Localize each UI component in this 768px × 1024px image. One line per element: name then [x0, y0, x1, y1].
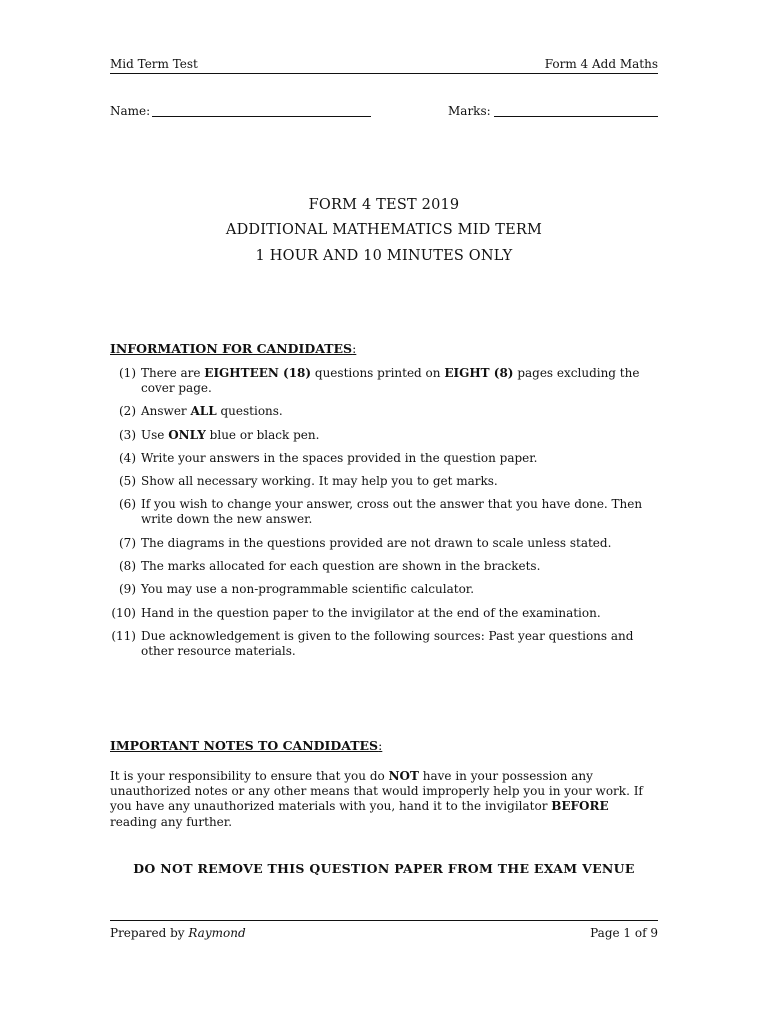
- info-list-item: [110, 497, 658, 527]
- info-list-item: [110, 582, 658, 597]
- notes-bold-1: NOT: [388, 769, 419, 783]
- notes-heading-text: IMPORTANT NOTES TO CANDIDATES: [110, 738, 379, 753]
- list-item-text: Write your answers in the spaces provided in the question paper.: [141, 450, 538, 465]
- list-item-text: Use: [141, 427, 169, 442]
- marks-label: Marks:: [448, 104, 491, 118]
- list-item-text: The marks allocated for each question are shown in the brackets.: [141, 559, 541, 574]
- header-left: Mid Term Test: [110, 57, 198, 71]
- list-item-text: If you wish to change your answer, cross out the answer that you have done. Then write down the new answer.: [141, 497, 643, 527]
- list-item-number: (8): [119, 559, 136, 574]
- notes-paragraph: [110, 769, 658, 830]
- list-item-text: You may use a non-programmable scientific calculator.: [141, 582, 475, 597]
- info-list-item: [110, 366, 658, 396]
- info-list-item: [110, 428, 658, 443]
- info-list-item: [110, 559, 658, 574]
- info-heading-colon: :: [352, 341, 357, 356]
- list-item-bold-text: EIGHTEEN (18): [204, 366, 312, 380]
- notes-heading-colon: :: [378, 738, 383, 753]
- list-item-bold-text: ONLY: [168, 427, 206, 442]
- list-item-bold-text: ALL: [190, 404, 217, 419]
- header-right: Form 4 Add Maths: [544, 57, 658, 71]
- list-item-text: The diagrams in the questions provided are not drawn to scale unless stated.: [141, 535, 612, 550]
- title-line-3: 1 HOUR AND 10 MINUTES ONLY: [255, 248, 513, 264]
- title-line-1: FORM 4 TEST 2019: [308, 197, 460, 213]
- list-item-text: Answer: [141, 404, 191, 419]
- notes-bold-2: BEFORE: [551, 799, 609, 814]
- info-list-item: [110, 451, 658, 466]
- list-item-number: (4): [119, 450, 136, 465]
- header-rule: [110, 73, 658, 74]
- list-item-number: (9): [119, 582, 136, 597]
- list-item-number: (6): [119, 497, 136, 512]
- info-list-item: [110, 606, 658, 621]
- list-item-number: (7): [119, 535, 136, 550]
- list-item-text: There are: [141, 366, 205, 380]
- list-item-text: blue or black pen.: [205, 427, 320, 442]
- marks-field-line[interactable]: [494, 116, 658, 117]
- footer-rule: [110, 920, 658, 921]
- list-item-text: Due acknowledgement is given to the following sources: Past year questions and other resource materials.: [141, 628, 634, 658]
- info-heading-text: INFORMATION FOR CANDIDATES: [110, 341, 353, 356]
- notes-text-3: reading any further.: [110, 814, 233, 829]
- list-item-number: (2): [119, 404, 136, 419]
- footer-prepared-by: Prepared by: [110, 926, 185, 940]
- info-list-item: [110, 404, 658, 419]
- list-item-bold-text: EIGHT (8): [444, 366, 514, 380]
- list-item-number: (3): [119, 427, 136, 442]
- info-list-item: [110, 536, 658, 551]
- footer-page-number: Page 1 of 9: [590, 926, 658, 940]
- list-item-number: (11): [111, 628, 136, 643]
- notes-heading: [110, 738, 382, 753]
- info-list-item: [110, 629, 658, 659]
- warning-text: DO NOT REMOVE THIS QUESTION PAPER FROM THE EXAM VENUE: [133, 861, 635, 876]
- name-label: Name:: [110, 104, 151, 118]
- name-field-line[interactable]: [152, 116, 371, 117]
- list-item-text: questions printed on: [311, 366, 445, 380]
- list-item-text: questions.: [216, 404, 283, 419]
- list-item-number: (1): [119, 366, 136, 380]
- list-item-text: Show all necessary working. It may help you to get marks.: [141, 474, 498, 489]
- list-item-number: (5): [119, 474, 136, 489]
- info-heading: [110, 341, 356, 356]
- list-item-number: (10): [111, 605, 136, 620]
- list-item-text: Hand in the question paper to the invigilator at the end of the examination.: [141, 605, 601, 620]
- list-item-text: pages excluding the cover page.: [141, 366, 640, 395]
- notes-text-2: have in your possession any unauthorized notes or any other means that would improperly help you in your work. If you have any unauthorized materials with you, hand it to the invigilator: [110, 769, 643, 814]
- info-list-item: [110, 474, 658, 489]
- footer-left: [110, 926, 246, 940]
- title-line-2: ADDITIONAL MATHEMATICS MID TERM: [225, 222, 543, 238]
- info-list: [110, 366, 658, 667]
- notes-text-1: It is your responsibility to ensure that you do: [110, 769, 389, 783]
- footer-author: Raymond: [188, 926, 246, 940]
